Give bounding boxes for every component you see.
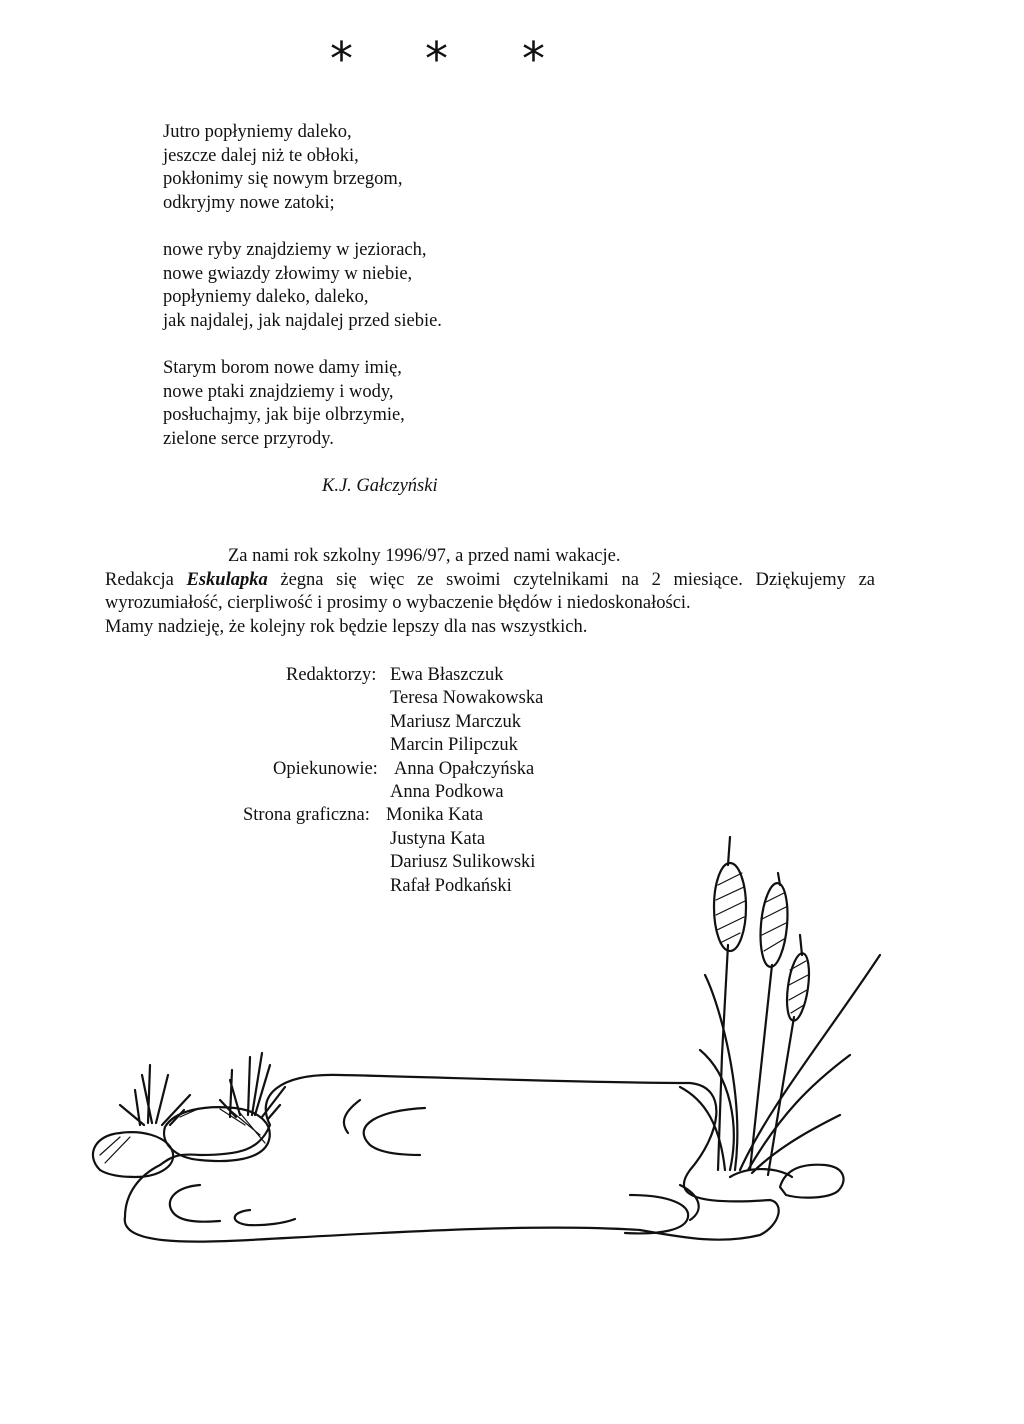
pond-outline [125, 1075, 779, 1242]
ripple [235, 1210, 295, 1225]
asterisk-icon: * [522, 32, 545, 86]
notice-paragraph [105, 569, 875, 616]
guardians-label: Opiekunowie: [273, 758, 378, 779]
poem-line: popłyniemy daleko, daleko, [163, 287, 369, 308]
poem-line: Jutro popłyniemy daleko, [163, 122, 352, 142]
poem-line: nowe ryby znajdziemy w jeziorach, [163, 239, 427, 260]
guardian-name: Anna Podkowa [390, 781, 504, 802]
grass-tuft [220, 1053, 285, 1119]
poem-stanza [163, 239, 442, 333]
editor-name: Marcin Pilipczuk [390, 735, 518, 756]
poem-stanza [163, 121, 442, 215]
editor-name: Mariusz Marczuk [390, 711, 521, 732]
ripple [170, 1185, 220, 1222]
editorial-notice [105, 545, 875, 639]
poem [163, 121, 442, 475]
poem-line: posłuchajmy, jak bije olbrzymie, [163, 405, 405, 426]
grass-tuft [120, 1065, 190, 1125]
editor-name: Ewa Błaszczuk [390, 665, 504, 685]
cattail-stem [718, 837, 730, 1170]
section-separator [0, 32, 1024, 86]
ripple [344, 1100, 360, 1133]
ripple [364, 1108, 425, 1155]
asterisk-icon: * [330, 32, 353, 86]
graphic-designer-name: Rafał Podkański [390, 875, 512, 896]
graphic-designer-name: Justyna Kata [390, 828, 486, 849]
guardian-name: Anna Opałczyńska [394, 758, 535, 779]
poem-stanza [163, 357, 442, 451]
editors-label: Redaktorzy: [286, 665, 377, 685]
magazine-name: Eskulapka [186, 569, 268, 590]
rock [93, 1132, 173, 1177]
ripple [625, 1195, 688, 1233]
cattail-hatching [716, 873, 808, 1013]
notice-line: Mamy nadzieję, że kolejny rok będzie lepszy dla nas wszystkich. [105, 616, 588, 637]
graphics-label: Strona graficzna: [243, 805, 370, 826]
poem-line: odkryjmy nowe zatoki; [163, 192, 335, 213]
notice-line: Za nami rok szkolny 1996/97, a przed nami wakacje. [228, 546, 621, 566]
editor-name: Teresa Nowakowska [390, 688, 544, 709]
poem-line: pokłonimy się nowym brzegom, [163, 169, 403, 190]
poem-line: jeszcze dalej niż te obłoki, [163, 145, 359, 166]
notice-text: żegna się więc ze swoimi czytelnikami na 2 miesiące. Dziękujemy za wyrozumiałość, cierpliwość i prosimy o wybaczenie błędów i niedoskonałości. [105, 569, 875, 614]
graphic-designer-name: Monika Kata [386, 805, 484, 826]
graphic-designer-name: Dariusz Sulikowski [390, 852, 536, 873]
asterisk-icon: * [425, 32, 448, 86]
poem-line: nowe ptaki znajdziemy i wody, [163, 381, 394, 402]
notice-text: Redakcja [105, 569, 187, 590]
poem-line: jak najdalej, jak najdalej przed siebie. [163, 310, 442, 331]
rock [780, 1165, 844, 1198]
cattail-head [783, 952, 812, 1022]
pond-illustration [80, 825, 900, 1295]
ripple [680, 1185, 699, 1220]
cattail-head [757, 882, 790, 968]
poem-line: Starym borom nowe damy imię, [163, 357, 402, 378]
poem-line: nowe gwiazdy złowimy w niebie, [163, 263, 413, 284]
poem-line: zielone serce przyrody. [163, 428, 334, 449]
poem-author: K.J. Gałczyński [322, 476, 438, 496]
